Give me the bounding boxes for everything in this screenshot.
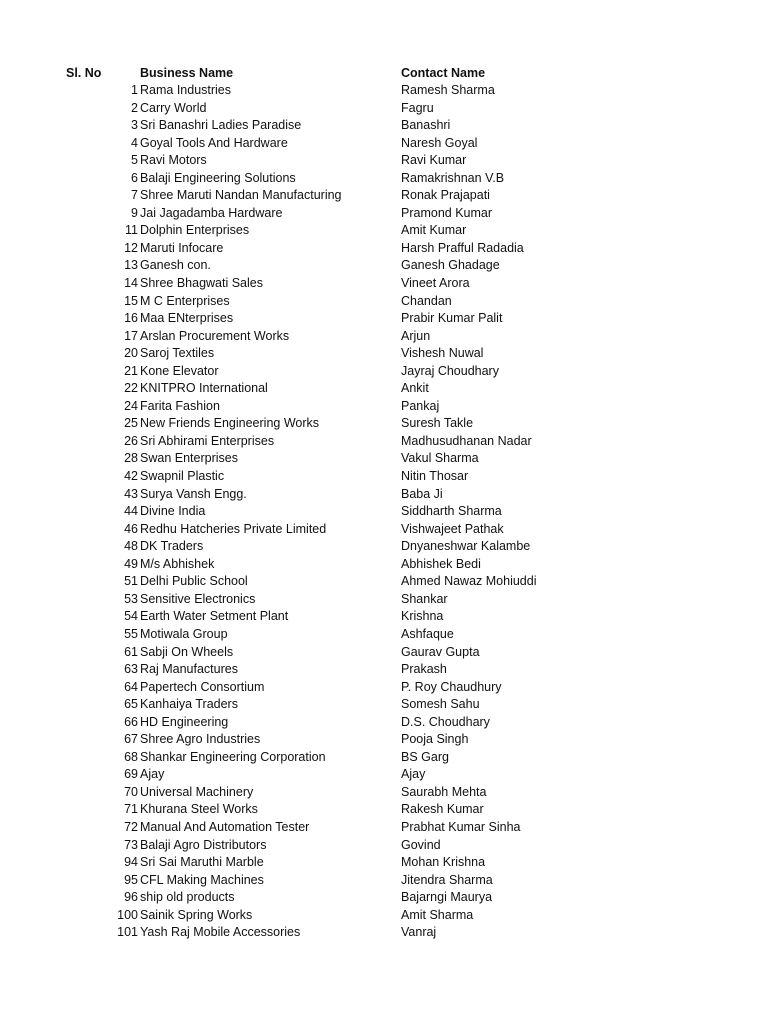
row-sl-no: 67 — [124, 732, 138, 747]
row-sl-no: 48 — [124, 539, 138, 554]
row-sl-no: 28 — [124, 451, 138, 466]
row-contact-name: Ajay — [401, 767, 426, 782]
row-sl-no: 13 — [124, 258, 138, 273]
header-row — [0, 64, 768, 82]
table-row — [0, 837, 768, 855]
row-contact-name: Dnyaneshwar Kalambe — [401, 539, 531, 554]
row-contact-name: Pramond Kumar — [401, 205, 493, 220]
row-business-name: HD Engineering — [140, 714, 229, 729]
row-contact-name: Fagru — [401, 100, 434, 115]
row-sl-no: 15 — [124, 293, 138, 308]
row-business-name: Ajay — [140, 767, 165, 782]
row-sl-no: 65 — [124, 697, 138, 712]
row-sl-no: 55 — [124, 626, 138, 641]
row-contact-name: Ramesh Sharma — [401, 83, 495, 97]
row-business-name: Farita Fashion — [140, 398, 220, 413]
table-row — [0, 644, 768, 662]
row-sl-no: 70 — [124, 784, 138, 799]
table-row — [0, 293, 768, 311]
row-contact-name: Harsh Prafful Radadia — [401, 240, 524, 255]
table-row — [0, 135, 768, 153]
table-row — [0, 486, 768, 504]
row-business-name: Swan Enterprises — [140, 451, 238, 466]
row-sl-no: 66 — [124, 714, 138, 729]
row-contact-name: Prabhat Kumar Sinha — [401, 819, 521, 834]
row-contact-name: Ahmed Nawaz Mohiuddi — [401, 574, 537, 589]
row-business-name: Kanhaiya Traders — [140, 697, 238, 712]
row-sl-no: 63 — [124, 662, 138, 677]
contact-list-sheet — [0, 64, 768, 942]
row-business-name: Khurana Steel Works — [140, 802, 258, 817]
row-business-name: DK Traders — [140, 539, 204, 554]
row-sl-no: 71 — [124, 802, 138, 817]
table-row — [0, 784, 768, 802]
table-row — [0, 468, 768, 486]
row-sl-no: 1 — [131, 83, 138, 97]
row-business-name: Balaji Agro Distributors — [140, 837, 267, 852]
row-contact-name: Krishna — [401, 609, 444, 624]
row-business-name: Sainik Spring Works — [140, 907, 253, 922]
row-business-name: Kone Elevator — [140, 363, 219, 378]
table-row — [0, 503, 768, 521]
row-sl-no: 53 — [124, 591, 138, 606]
table-row — [0, 854, 768, 872]
row-contact-name: Vanraj — [401, 925, 437, 940]
row-business-name: Goyal Tools And Hardware — [140, 135, 288, 150]
row-business-name: Sabji On Wheels — [140, 644, 234, 659]
row-business-name: Shree Maruti Nandan Manufacturing — [140, 188, 342, 203]
table-row — [0, 661, 768, 679]
row-sl-no: 68 — [124, 749, 138, 764]
row-sl-no: 9 — [131, 205, 138, 220]
row-contact-name: Baba Ji — [401, 486, 443, 501]
row-sl-no: 2 — [131, 100, 138, 115]
table-row — [0, 363, 768, 381]
row-contact-name: P. Roy Chaudhury — [401, 679, 502, 694]
row-contact-name: Vakul Sharma — [401, 451, 479, 466]
table-row — [0, 749, 768, 767]
row-contact-name: Prakash — [401, 662, 447, 677]
table-row — [0, 924, 768, 942]
row-business-name: Jai Jagadamba Hardware — [140, 205, 283, 220]
table-row — [0, 152, 768, 170]
row-business-name: Divine India — [140, 504, 206, 519]
row-business-name: Delhi Public School — [140, 574, 248, 589]
table-row — [0, 257, 768, 275]
row-business-name: Shankar Engineering Corporation — [140, 749, 326, 764]
row-contact-name: Ashfaque — [401, 626, 454, 641]
row-sl-no: 3 — [131, 118, 138, 133]
row-contact-name: Vishesh Nuwal — [401, 346, 484, 361]
row-business-name: Raj Manufactures — [140, 662, 238, 677]
table-row — [0, 117, 768, 135]
row-contact-name: Mohan Krishna — [401, 855, 486, 870]
table-row — [0, 328, 768, 346]
row-sl-no: 42 — [124, 469, 138, 484]
header-contact-name: Contact Name — [401, 66, 486, 80]
row-contact-name: Prabir Kumar Palit — [401, 311, 503, 326]
table-row — [0, 872, 768, 890]
row-contact-name: Govind — [401, 837, 441, 852]
row-business-name: Earth Water Setment Plant — [140, 609, 289, 624]
row-business-name: Manual And Automation Tester — [140, 819, 310, 834]
table-row — [0, 450, 768, 468]
row-sl-no: 73 — [124, 837, 138, 852]
row-business-name: Shree Bhagwati Sales — [140, 276, 263, 291]
row-business-name: Papertech Consortium — [140, 679, 265, 694]
table-row — [0, 731, 768, 749]
table-row — [0, 310, 768, 328]
row-contact-name: Pankaj — [401, 398, 440, 413]
row-sl-no: 25 — [124, 416, 138, 431]
table-row — [0, 801, 768, 819]
row-contact-name: D.S. Choudhary — [401, 714, 490, 729]
row-business-name: Arslan Procurement Works — [140, 328, 290, 343]
table-row — [0, 538, 768, 556]
row-sl-no: 22 — [124, 381, 138, 396]
row-contact-name: Jayraj Choudhary — [401, 363, 499, 378]
row-contact-name: Shankar — [401, 591, 448, 606]
row-business-name: Sri Banashri Ladies Paradise — [140, 118, 302, 133]
row-business-name: Shree Agro Industries — [140, 732, 261, 747]
row-contact-name: Vishwajeet Pathak — [401, 521, 504, 536]
table-row — [0, 626, 768, 644]
table-row — [0, 521, 768, 539]
row-sl-no: 20 — [124, 346, 138, 361]
row-contact-name: Pooja Singh — [401, 732, 469, 747]
table-row — [0, 889, 768, 907]
table-row — [0, 415, 768, 433]
row-sl-no: 11 — [125, 223, 138, 238]
table-row — [0, 170, 768, 188]
table-row — [0, 205, 768, 223]
row-sl-no: 54 — [124, 609, 138, 624]
header-sl-no: Sl. No — [66, 66, 102, 80]
row-sl-no: 46 — [124, 521, 138, 536]
row-contact-name: Somesh Sahu — [401, 697, 480, 712]
table-row — [0, 819, 768, 837]
table-row — [0, 907, 768, 925]
table-row — [0, 345, 768, 363]
row-contact-name: Vineet Arora — [401, 276, 470, 291]
row-sl-no: 24 — [124, 398, 138, 413]
row-contact-name: Amit Kumar — [401, 223, 467, 238]
row-sl-no: 95 — [124, 872, 138, 887]
row-contact-name: Bajarngi Maurya — [401, 890, 493, 905]
row-contact-name: Madhusudhanan Nadar — [401, 433, 532, 448]
row-contact-name: BS Garg — [401, 749, 449, 764]
row-contact-name: Suresh Takle — [401, 416, 474, 431]
row-business-name: Maruti Infocare — [140, 240, 224, 255]
row-business-name: Sri Abhirami Enterprises — [140, 433, 275, 448]
row-sl-no: 64 — [124, 679, 138, 694]
row-business-name: New Friends Engineering Works — [140, 416, 320, 431]
row-business-name: Swapnil Plastic — [140, 469, 225, 484]
table-row — [0, 591, 768, 609]
row-business-name: Sensitive Electronics — [140, 591, 256, 606]
row-business-name: Maa ENterprises — [140, 311, 234, 326]
row-contact-name: Rakesh Kumar — [401, 802, 484, 817]
row-contact-name: Ravi Kumar — [401, 153, 467, 168]
row-sl-no: 16 — [124, 311, 138, 326]
row-sl-no: 69 — [124, 767, 138, 782]
row-sl-no: 21 — [124, 363, 138, 378]
row-contact-name: Gaurav Gupta — [401, 644, 480, 659]
table-row — [0, 222, 768, 240]
row-sl-no: 51 — [124, 574, 138, 589]
row-sl-no: 14 — [124, 276, 138, 291]
table-row — [0, 398, 768, 416]
row-contact-name: Siddharth Sharma — [401, 504, 502, 519]
row-sl-no: 5 — [131, 153, 138, 168]
table-row — [0, 556, 768, 574]
row-sl-no: 96 — [124, 890, 138, 905]
row-contact-name: Nitin Thosar — [401, 469, 469, 484]
row-contact-name: Ganesh Ghadage — [401, 258, 500, 273]
row-contact-name: Naresh Goyal — [401, 135, 478, 150]
row-contact-name: Amit Sharma — [401, 907, 474, 922]
row-business-name: Ravi Motors — [140, 153, 207, 168]
table-row — [0, 608, 768, 626]
row-sl-no: 43 — [124, 486, 138, 501]
row-sl-no: 100 — [117, 907, 138, 922]
row-business-name: Carry World — [140, 100, 207, 115]
row-sl-no: 12 — [124, 240, 138, 255]
table-row — [0, 433, 768, 451]
row-contact-name: Jitendra Sharma — [401, 872, 493, 887]
row-business-name: Motiwala Group — [140, 626, 228, 641]
row-sl-no: 26 — [124, 433, 138, 448]
row-business-name: Redhu Hatcheries Private Limited — [140, 521, 327, 536]
row-business-name: Yash Raj Mobile Accessories — [140, 925, 301, 940]
row-sl-no: 101 — [117, 925, 138, 940]
row-business-name: KNITPRO International — [140, 381, 268, 396]
table-row — [0, 714, 768, 732]
row-contact-name: Ramakrishnan V.B — [401, 170, 505, 185]
row-contact-name: Banashri — [401, 118, 451, 133]
table-row — [0, 380, 768, 398]
row-business-name: Rama Industries — [140, 83, 232, 97]
row-sl-no: 49 — [124, 556, 138, 571]
row-business-name: Dolphin Enterprises — [140, 223, 250, 238]
row-sl-no: 7 — [131, 188, 138, 203]
table-row — [0, 766, 768, 784]
table-row — [0, 240, 768, 258]
table-row — [0, 679, 768, 697]
row-business-name: Surya Vansh Engg. — [140, 486, 247, 501]
table-row — [0, 573, 768, 591]
row-business-name: M C Enterprises — [140, 293, 230, 308]
table-row — [0, 82, 768, 100]
row-contact-name: Abhishek Bedi — [401, 556, 481, 571]
row-contact-name: Ankit — [401, 381, 429, 396]
table-body — [0, 82, 768, 942]
table-row — [0, 696, 768, 714]
row-business-name: M/s Abhishek — [140, 556, 215, 571]
row-sl-no: 4 — [131, 135, 138, 150]
table-row — [0, 187, 768, 205]
header-business-name: Business Name — [140, 66, 234, 80]
row-contact-name: Saurabh Mehta — [401, 784, 487, 799]
row-sl-no: 44 — [124, 504, 138, 519]
row-business-name: Ganesh con. — [140, 258, 211, 273]
row-contact-name: Chandan — [401, 293, 452, 308]
row-business-name: CFL Making Machines — [140, 872, 264, 887]
row-sl-no: 6 — [131, 170, 138, 185]
row-contact-name: Arjun — [401, 328, 431, 343]
table-row — [0, 100, 768, 118]
row-business-name: Sri Sai Maruthi Marble — [140, 855, 264, 870]
row-sl-no: 17 — [124, 328, 138, 343]
row-business-name: Universal Machinery — [140, 784, 254, 799]
row-business-name: ship old products — [140, 890, 235, 905]
row-sl-no: 72 — [124, 819, 138, 834]
row-sl-no: 61 — [124, 644, 138, 659]
row-contact-name: Ronak Prajapati — [401, 188, 490, 203]
row-business-name: Balaji Engineering Solutions — [140, 170, 296, 185]
row-business-name: Saroj Textiles — [140, 346, 215, 361]
row-sl-no: 94 — [124, 855, 138, 870]
table-row — [0, 275, 768, 293]
